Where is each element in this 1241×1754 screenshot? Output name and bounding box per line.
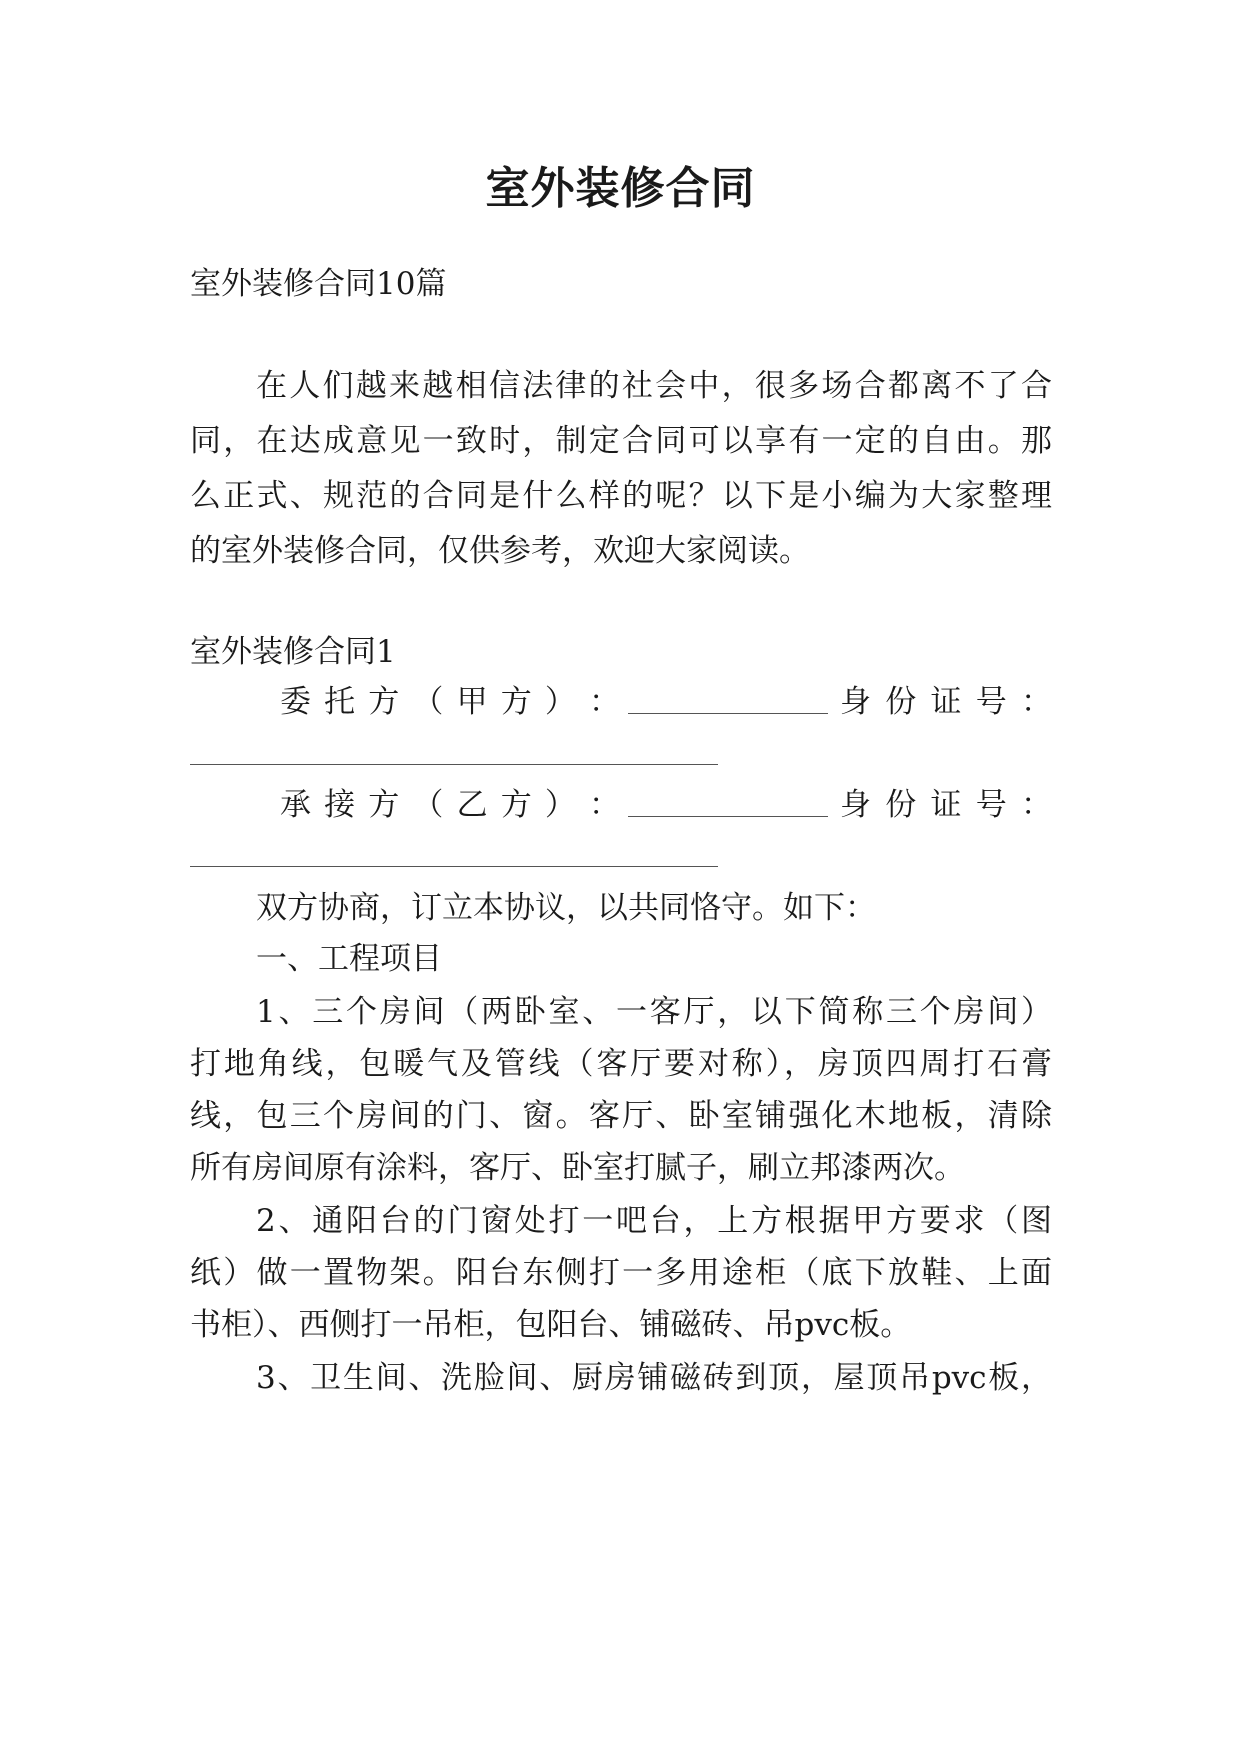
party-a-id-char: 份 xyxy=(885,684,917,720)
item1-line-4: 所有房间原有涂料，客厅、卧室打腻子，刷立邦漆两次。 xyxy=(190,1150,965,1186)
party-a-id-char: 身 xyxy=(840,684,871,720)
item1-line-3: 线，包三个房间的门、窗。客厅、卧室铺强化木地板，清除 xyxy=(190,1098,1052,1134)
party-a-id-char: 号 xyxy=(975,684,1007,720)
party-b-id-char: 份 xyxy=(885,787,917,823)
party-b-char: 方 xyxy=(368,787,400,823)
party-b-label xyxy=(280,785,620,825)
party-b-row xyxy=(280,785,1052,825)
item2-line-1: 2、通阳台的门窗处打一吧台，上方根据甲方要求（图 xyxy=(256,1203,1052,1239)
party-a-id-char: ： xyxy=(1021,684,1052,720)
party-a-char: ） xyxy=(544,684,576,720)
party-b-char: 乙 xyxy=(456,787,488,823)
party-b-id-blank[interactable] xyxy=(190,866,718,867)
party-a-name-blank[interactable] xyxy=(628,685,828,714)
party-b-char: 接 xyxy=(324,787,356,823)
party-a-id-char: 证 xyxy=(930,684,962,720)
party-a-char: 委 xyxy=(280,684,311,720)
party-b-name-blank[interactable] xyxy=(628,788,828,817)
document-subtitle: 室外装修合同10篇 xyxy=(190,266,447,302)
item2-line-3: 书柜）、西侧打一吊柜，包阳台、铺磁砖、吊pvc板。 xyxy=(190,1307,912,1343)
party-a-id-blank[interactable] xyxy=(190,764,718,765)
item1-line-2: 打地角线，包暖气及管线（客厅要对称），房顶四周打石膏 xyxy=(190,1046,1052,1082)
party-a-char: 托 xyxy=(324,684,356,720)
party-b-id-label xyxy=(836,785,1052,825)
party-a-row xyxy=(280,682,1052,722)
party-a-char: ： xyxy=(588,684,620,720)
party-a-char: 甲 xyxy=(456,684,488,720)
party-a-char: 方 xyxy=(500,684,532,720)
agreement-line: 双方协商，订立本协议，以共同恪守。如下： xyxy=(256,890,876,926)
item3-line-1: 3、卫生间、洗脸间、厨房铺磁砖到顶，屋顶吊pvc板， xyxy=(256,1360,1052,1396)
intro-line-2: 同，在达成意见一致时，制定合同可以享有一定的自由。那 xyxy=(190,423,1052,459)
party-b-char: ） xyxy=(544,787,576,823)
intro-line-1: 在人们越来越相信法律的社会中，很多场合都离不了合 xyxy=(256,368,1052,404)
party-b-id-char: 身 xyxy=(840,787,871,823)
party-b-char: 方 xyxy=(500,787,532,823)
intro-line-3: 么正式、规范的合同是什么样的呢？以下是小编为大家整理 xyxy=(190,478,1052,514)
project-heading: 一、工程项目 xyxy=(256,941,442,977)
party-a-char: （ xyxy=(412,684,444,720)
party-b-id-char: ： xyxy=(1021,787,1052,823)
section-heading: 室外装修合同1 xyxy=(190,634,396,670)
document-title: 室外装修合同 xyxy=(485,163,756,214)
party-a-id-label xyxy=(836,682,1052,722)
party-b-char: ： xyxy=(588,787,620,823)
party-a-label xyxy=(280,682,620,722)
party-b-char: 承 xyxy=(280,787,311,823)
party-b-char: （ xyxy=(412,787,444,823)
item2-line-2: 纸）做一置物架。阳台东侧打一多用途柜（底下放鞋、上面 xyxy=(190,1255,1052,1291)
intro-line-4: 的室外装修合同，仅供参考，欢迎大家阅读。 xyxy=(190,533,810,569)
party-b-id-char: 号 xyxy=(975,787,1007,823)
party-b-id-char: 证 xyxy=(930,787,962,823)
item1-line-1: 1、三个房间（两卧室、一客厅，以下简称三个房间） xyxy=(256,994,1052,1030)
party-a-char: 方 xyxy=(368,684,400,720)
